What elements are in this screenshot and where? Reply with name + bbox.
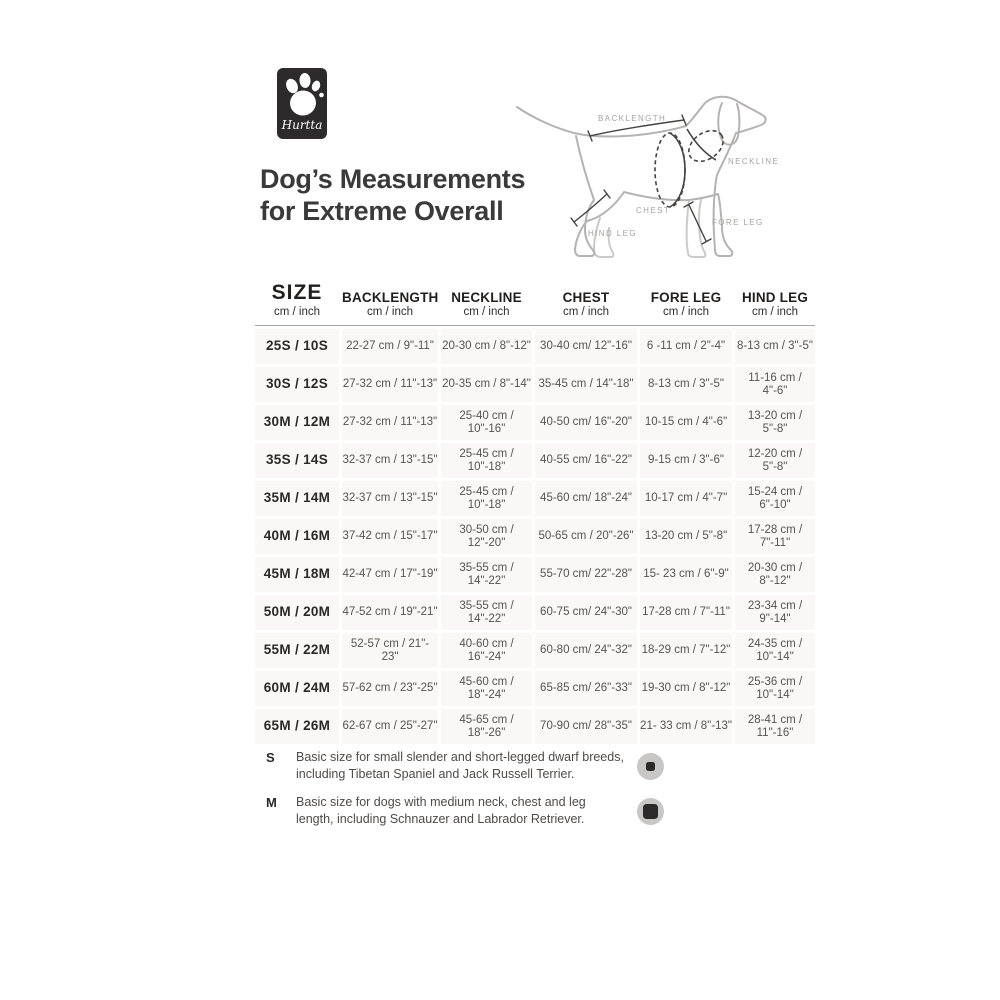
legend-key-m: M [266,795,277,810]
dog-ear-outline [718,103,739,145]
measurement-cell: 10-17 cm / 4"-7" [640,481,732,516]
measurement-cell: 47-52 cm / 19"-21" [342,595,438,630]
measurement-cell: 62-67 cm / 25"-27" [342,709,438,744]
column-header-hindleg: HIND LEG cm / inch [741,290,809,318]
foreleg-line [689,205,706,241]
measurement-cell: 11-16 cm / 4"-6" [735,367,815,402]
measurement-cell: 25-45 cm / 10"-18" [441,443,532,478]
column-header-chest: CHEST cm / inch [562,290,610,318]
measurement-cell: 50-65 cm / 20"-26" [535,519,637,554]
hindleg-line [574,194,607,222]
measurement-cell: 9-15 cm / 3"-6" [640,443,732,478]
size-label-cell: 55M / 22M [255,633,339,668]
small-square-icon [637,753,664,780]
legend-item-m [266,794,686,828]
neckline-ellipse [683,124,729,167]
measurement-cell: 60-80 cm/ 24"-32" [535,633,637,668]
measurement-cell: 25-40 cm / 10"-16" [441,405,532,440]
measurement-cell: 20-30 cm / 8"-12" [441,329,532,364]
legend-item-s [266,749,686,783]
legend-text-m: Basic size for dogs with medium neck, chest and leg length, including Schnauzer and Labrador Retriever. [296,795,586,826]
size-label-cell: 60M / 24M [255,671,339,706]
measurement-cell: 28-41 cm / 11"-16" [735,709,815,744]
chest-label: CHEST [636,206,671,215]
measurement-cell: 40-55 cm/ 16"-22" [535,443,637,478]
size-label-cell: 35S / 14S [255,443,339,478]
size-table-header [255,281,815,326]
table-row [255,595,815,630]
page-title [260,163,525,227]
size-table-body [255,329,815,744]
measurement-cell: 27-32 cm / 11"-13" [342,367,438,402]
measurement-cell: 12-20 cm / 5"-8" [735,443,815,478]
measurement-cell: 13-20 cm / 5"-8" [640,519,732,554]
measurement-cell: 20-35 cm / 8"-14" [441,367,532,402]
measurement-cell: 35-55 cm / 14"-22" [441,557,532,592]
dog-measurement-diagram [503,70,815,282]
measurement-cell: 52-57 cm / 21"- 23" [342,633,438,668]
measurement-cell: 18-29 cm / 7"-12" [640,633,732,668]
measurement-cell: 24-35 cm / 10"-14" [735,633,815,668]
measurement-cell: 15-24 cm / 6"-10" [735,481,815,516]
legend-text-s: Basic size for small slender and short-legged dwarf breeds, including Tibetan Spaniel and Jack Russell Terrier. [296,750,624,781]
measurement-cell: 40-50 cm/ 16"-20" [535,405,637,440]
table-row [255,329,815,364]
logo-wordmark: Hurtta [281,118,323,132]
measurement-cell: 27-32 cm / 11"-13" [342,405,438,440]
table-row [255,443,815,478]
table-row [255,367,815,402]
page-title-line2: for Extreme Overall [260,196,504,226]
measurement-cell: 40-60 cm / 16"-24" [441,633,532,668]
table-row [255,405,815,440]
table-row [255,481,815,516]
measurement-cell: 25-45 cm / 10"-18" [441,481,532,516]
medium-square-icon [637,798,664,825]
measurement-cell: 60-75 cm/ 24"-30" [535,595,637,630]
size-label-cell: 40M / 16M [255,519,339,554]
page-title-line1: Dog’s Measurements [260,164,526,194]
measurement-cell: 17-28 cm / 7"-11" [735,519,815,554]
backlength-label: BACKLENGTH [598,114,667,123]
measurement-cell: 17-28 cm / 7"-11" [640,595,732,630]
table-row [255,633,815,668]
measurement-cell: 13-20 cm / 5"-8" [735,405,815,440]
table-row [255,557,815,592]
size-label-cell: 35M / 14M [255,481,339,516]
chest-solid-edge [670,133,685,207]
column-header-foreleg: FORE LEG cm / inch [650,290,722,318]
column-header-backlength: BACKLENGTH cm / inch [342,290,439,318]
measurement-cell: 30-50 cm / 12"-20" [441,519,532,554]
hindleg-label: HIND LEG [588,229,637,238]
column-header-neckline: NECKLINE cm / inch [451,290,522,318]
measurement-cell: 8-13 cm / 3"-5" [735,329,815,364]
legend-key-s: S [266,750,275,765]
measurement-cell: 30-40 cm/ 12"-16" [535,329,637,364]
measurement-cell: 37-42 cm / 15"-17" [342,519,438,554]
measurement-cell: 45-60 cm/ 18"-24" [535,481,637,516]
table-row [255,671,815,706]
measurement-cell: 25-36 cm / 10"-14" [735,671,815,706]
measurement-cell: 32-37 cm / 13"-15" [342,481,438,516]
measurement-cell: 45-65 cm / 18"-26" [441,709,532,744]
size-label-cell: 25S / 10S [255,329,339,364]
measurement-cell: 55-70 cm/ 22"-28" [535,557,637,592]
measurement-cell: 45-60 cm / 18"-24" [441,671,532,706]
column-header-size: SIZE cm / inch [271,281,323,318]
measurement-cell: 35-45 cm / 14"-18" [535,367,637,402]
table-row [255,519,815,554]
size-label-cell: 30S / 12S [255,367,339,402]
neckline-label: NECKLINE [728,157,780,166]
measurement-cell: 8-13 cm / 3"-5" [640,367,732,402]
size-table [255,281,815,744]
size-label-cell: 45M / 18M [255,557,339,592]
measurement-cell: 19-30 cm / 8"-12" [640,671,732,706]
measurement-cell: 21- 33 cm / 8"-13" [640,709,732,744]
size-label-cell: 65M / 26M [255,709,339,744]
measurement-cell: 22-27 cm / 9"-11" [342,329,438,364]
foreleg-label: FORE LEG [712,218,764,227]
measurement-cell: 57-62 cm / 23"-25" [342,671,438,706]
measurement-cell: 70-90 cm/ 28"-35" [535,709,637,744]
measurement-cell: 42-47 cm / 17"-19" [342,557,438,592]
measurement-cell: 65-85 cm/ 26"-33" [535,671,637,706]
measurement-cell: 32-37 cm / 13"-15" [342,443,438,478]
size-label-cell: 50M / 20M [255,595,339,630]
measurement-cell: 10-15 cm / 4"-6" [640,405,732,440]
table-row [255,709,815,744]
size-legend [266,749,686,828]
hurtta-logo [277,68,327,139]
measurement-cell: 35-55 cm / 14"-22" [441,595,532,630]
measurement-cell: 23-34 cm / 9"-14" [735,595,815,630]
measurement-cell: 6 -11 cm / 2"-4" [640,329,732,364]
size-label-cell: 30M / 12M [255,405,339,440]
measurement-cell: 20-30 cm / 8"-12" [735,557,815,592]
measurement-cell: 15- 23 cm / 6"-9" [640,557,732,592]
